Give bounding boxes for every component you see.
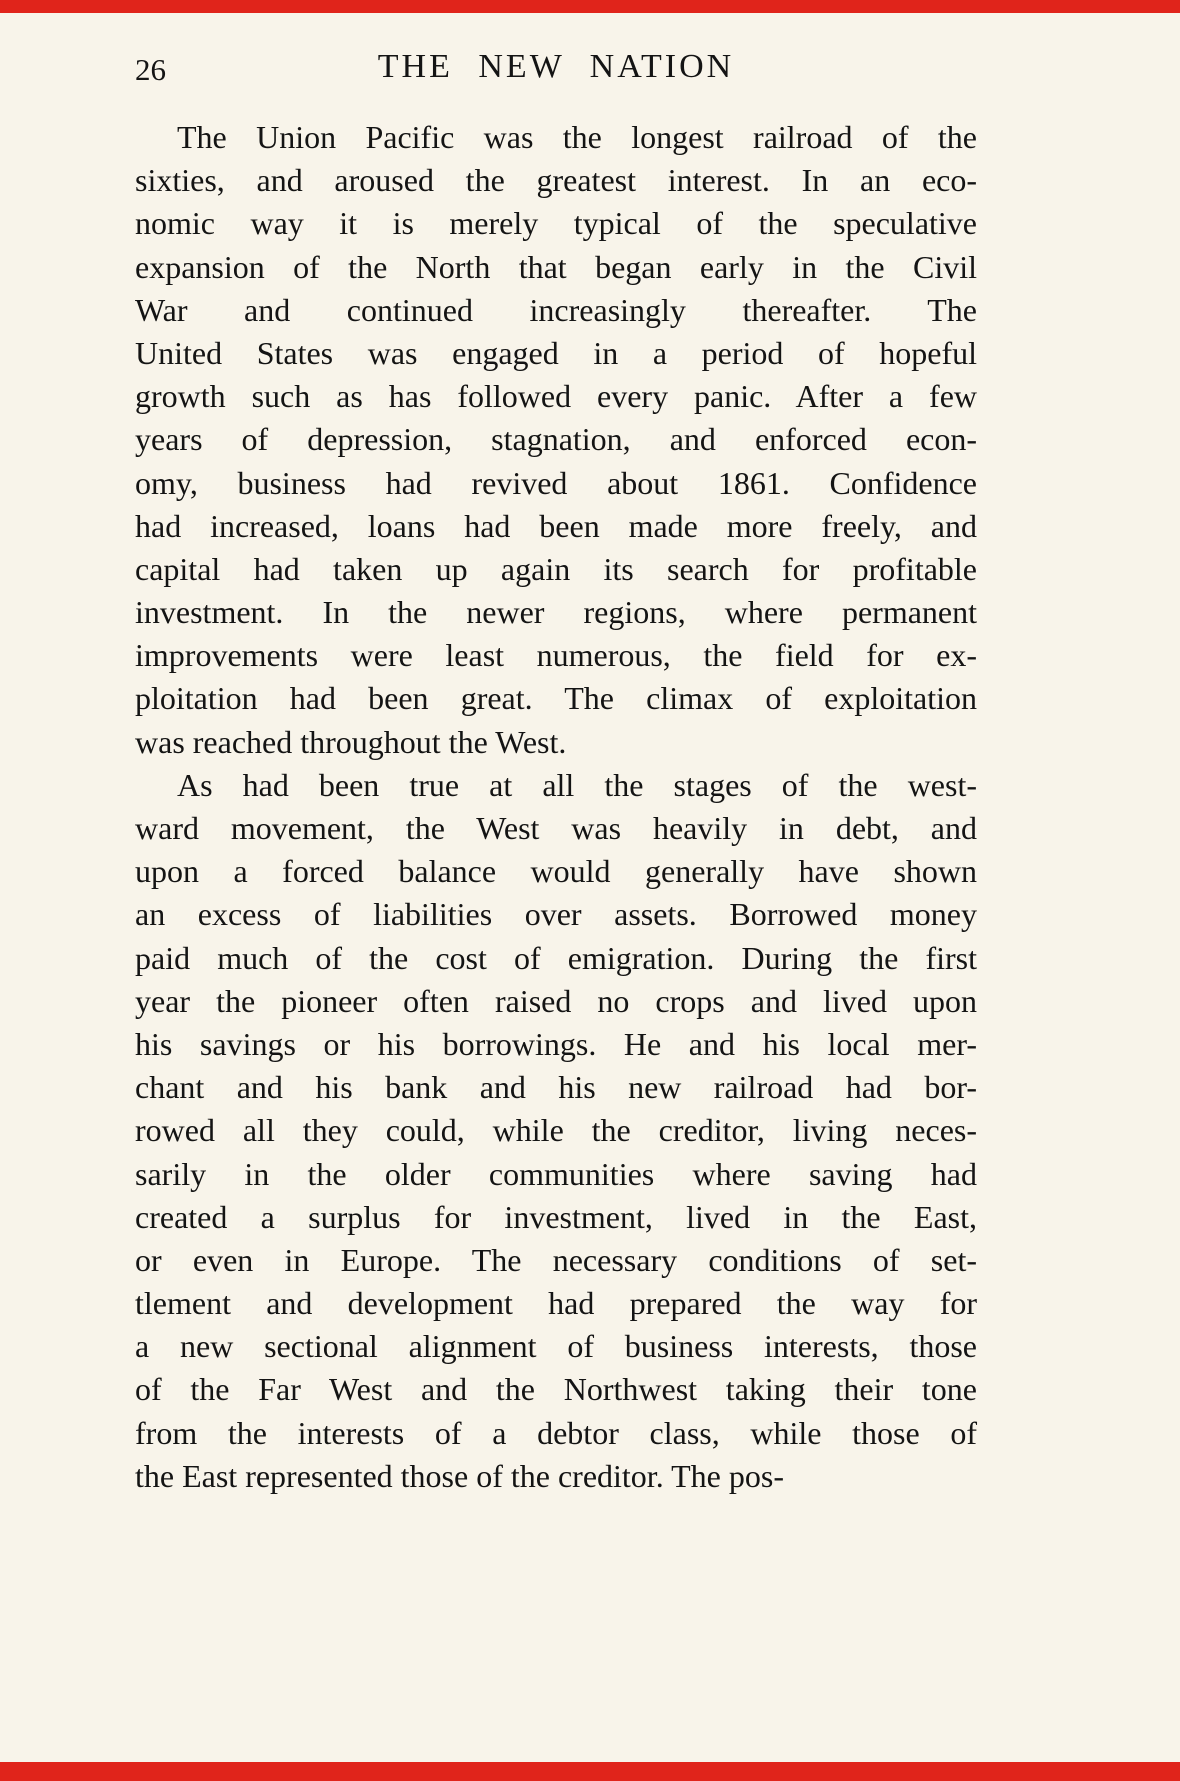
paragraph: [135, 764, 977, 1498]
text-line: paid much of the cost of emigration. During the first: [135, 939, 977, 976]
text-line: expansion of the North that began early in the Civil: [135, 248, 977, 285]
text-line: from the interests of a debtor class, while those of: [135, 1414, 977, 1451]
text-line: improvements were least numerous, the field for ex-: [135, 637, 977, 674]
text-line: growth such as has followed every panic. After a few: [135, 378, 977, 415]
text-line: sarily in the older communities where saving had: [135, 1155, 977, 1192]
text-line: upon a forced balance would generally have shown: [135, 853, 977, 890]
text-line: tlement and development had prepared the way for: [135, 1285, 977, 1322]
text-line: War and continued increasingly thereafter. The: [135, 291, 977, 328]
scan-artifact-bottom-bar: [0, 1762, 1180, 1781]
text-line: his savings or his borrowings. He and his local mer-: [135, 1025, 977, 1062]
text-line: nomic way it is merely typical of the speculative: [135, 205, 977, 242]
text-line: or even in Europe. The necessary conditions of set-: [135, 1241, 977, 1278]
text-line: capital had taken up again its search for profitable: [135, 550, 977, 587]
text-line: United States was engaged in a period of hopeful: [135, 334, 977, 371]
scan-artifact-top-bar: [0, 0, 1180, 13]
text-line: sixties, and aroused the greatest interest. In an eco-: [135, 162, 977, 199]
text-line: created a surplus for investment, lived in the East,: [135, 1198, 977, 1235]
text-line: was reached throughout the West.: [135, 723, 567, 760]
text-line: had increased, loans had been made more freely, and: [135, 507, 977, 544]
text-line: The Union Pacific was the longest railroad of the: [177, 119, 977, 155]
text-line: year the pioneer often raised no crops and lived upon: [135, 982, 977, 1019]
text-line: omy, business had revived about 1861. Confidence: [135, 464, 977, 501]
text-line: rowed all they could, while the creditor, living neces-: [135, 1112, 977, 1149]
text-line: of the Far West and the Northwest taking their tone: [135, 1371, 977, 1408]
page-header: [135, 48, 977, 96]
text-line: ploitation had been great. The climax of exploitation: [135, 680, 977, 717]
text-line: As had been true at all the stages of the west-: [177, 766, 977, 803]
page-number: 26: [135, 52, 166, 87]
text-line: the East represented those of the creditor. The pos-: [135, 1457, 784, 1494]
text-line: a new sectional alignment of business interests, those: [135, 1328, 977, 1365]
text-line: chant and his bank and his new railroad had bor-: [135, 1069, 977, 1106]
text-line: an excess of liabilities over assets. Borrowed money: [135, 896, 977, 933]
running-title: THE NEW NATION: [377, 48, 735, 85]
page-body: [135, 116, 977, 1498]
text-line: ward movement, the West was heavily in debt, and: [135, 810, 977, 846]
text-line: years of depression, stagnation, and enforced econ-: [135, 421, 977, 458]
text-line: investment. In the newer regions, where permanent: [135, 594, 977, 631]
paragraph: [135, 116, 977, 764]
